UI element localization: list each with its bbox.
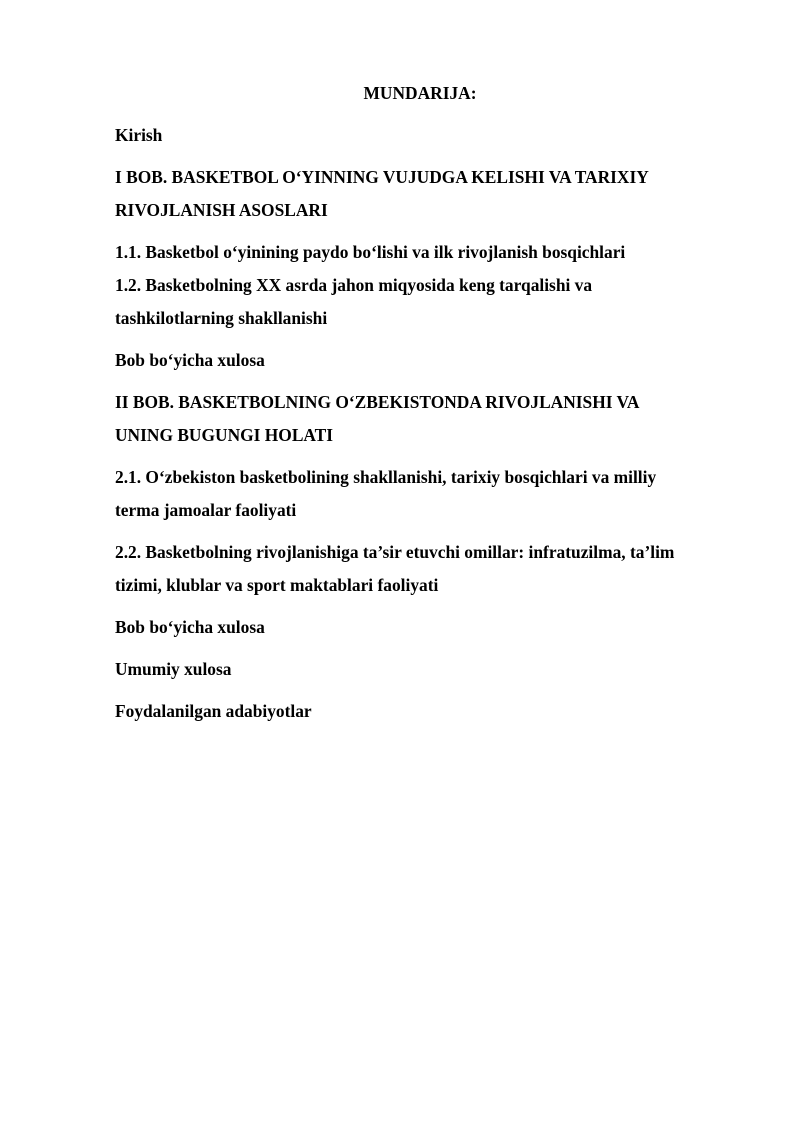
toc-entry-section-1-1 bbox=[115, 236, 725, 269]
toc-entry-general-conclusion bbox=[115, 653, 725, 686]
toc-entry-chapter-2 bbox=[115, 386, 725, 452]
toc-entry-references bbox=[115, 695, 725, 728]
toc-entry-line: I BOB. BASKETBOL O‘YINNING VUJUDGA KELISHI VA TARIXIY bbox=[115, 167, 649, 187]
toc-title: MUNDARIJA: bbox=[363, 83, 477, 103]
toc-entry-line: 1.1. Basketbol o‘yinining paydo bo‘lishi va ilk rivojlanish bosqichlari bbox=[115, 242, 626, 262]
toc-entry-line: Foydalanilgan adabiyotlar bbox=[115, 701, 312, 721]
toc-entry-chapter-1 bbox=[115, 161, 725, 227]
table-of-contents bbox=[115, 77, 725, 737]
toc-entry-chapter-2-conclusion bbox=[115, 611, 725, 644]
toc-entry-line: 1.2. Basketbolning XX asrda jahon miqyosida keng tarqalishi va bbox=[115, 275, 593, 295]
toc-entry-line: tashkilotlarning shakllanishi bbox=[115, 308, 328, 328]
toc-entry-line: Bob bo‘yicha xulosa bbox=[115, 350, 265, 370]
toc-entry-line: Kirish bbox=[115, 125, 163, 145]
toc-entry-section-2-1 bbox=[115, 461, 725, 527]
toc-entry-line: UNING BUGUNGI HOLATI bbox=[115, 425, 334, 445]
toc-entry-line: II BOB. BASKETBOLNING O‘ZBEKISTONDA RIVOJLANISHI VA bbox=[115, 392, 640, 412]
toc-entry-line: tizimi, klublar va sport maktablari faoliyati bbox=[115, 575, 439, 595]
toc-entry-line: terma jamoalar faoliyati bbox=[115, 500, 297, 520]
toc-entry-chapter-1-conclusion bbox=[115, 344, 725, 377]
toc-entry-section-2-2 bbox=[115, 536, 725, 602]
toc-entry-line: RIVOJLANISH ASOSLARI bbox=[115, 200, 328, 220]
toc-entry-line: 2.2. Basketbolning rivojlanishiga ta’sir etuvchi omillar: infratuzilma, ta’lim bbox=[115, 542, 675, 562]
toc-entry-section-1-2 bbox=[115, 269, 725, 335]
toc-entry-line: Umumiy xulosa bbox=[115, 659, 232, 679]
toc-entry-line: 2.1. O‘zbekiston basketbolining shakllanishi, tarixiy bosqichlari va milliy bbox=[115, 467, 657, 487]
toc-entry-line: Bob bo‘yicha xulosa bbox=[115, 617, 265, 637]
toc-entry-introduction bbox=[115, 119, 725, 152]
